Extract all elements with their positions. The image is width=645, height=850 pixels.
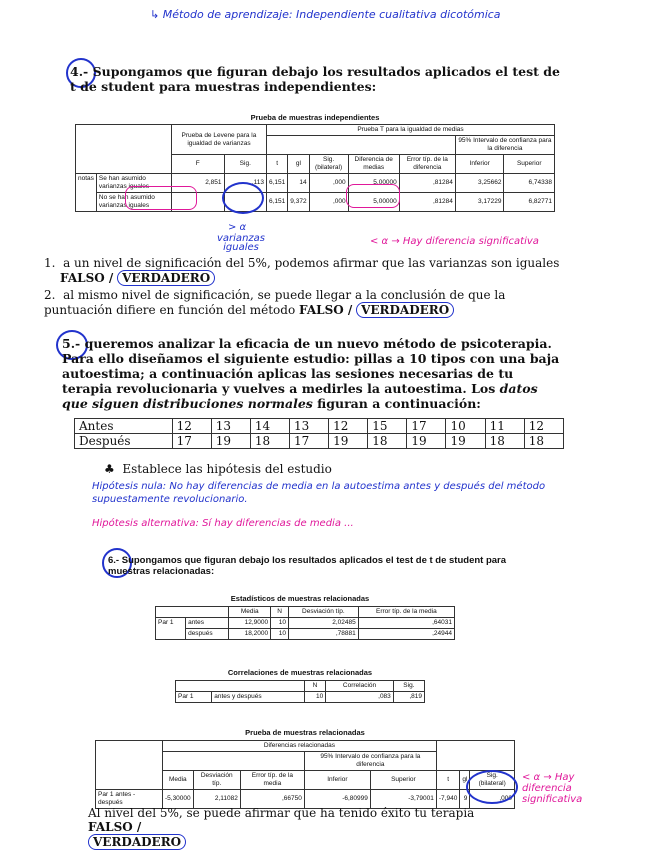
q4-number: 4.- xyxy=(70,64,89,79)
q5-statement xyxy=(62,336,562,411)
cell: 10 xyxy=(304,692,326,703)
q4-table-title: Prueba de muestras independientes xyxy=(250,113,380,122)
cell: -3,79001 xyxy=(370,790,436,809)
cell: 3,17229 xyxy=(455,193,504,212)
cell: 10 xyxy=(271,618,289,629)
q4-item-1: 1. a un nivel de significación del 5%, podemos afirmar que las varianzas son iguales FALSO / VERDADERO xyxy=(44,256,560,285)
q5-number: 5.- xyxy=(62,336,81,351)
col-err: Error típ. de la diferencia xyxy=(399,155,455,174)
cell: Desviación típ. xyxy=(289,607,359,618)
top-note-label: Método de aprendizaje: xyxy=(162,8,293,21)
col-sig: Sig. xyxy=(224,155,266,174)
table-row xyxy=(176,692,425,703)
cell: -5,30000 xyxy=(162,790,193,809)
ttest-header: Prueba T para la igualdad de medias xyxy=(267,125,555,136)
cell: 5,00000 xyxy=(348,193,399,212)
var-label: notas xyxy=(76,174,97,212)
cell: 12,9000 xyxy=(229,618,271,629)
cell: N xyxy=(304,681,326,692)
q6-false: FALSO / xyxy=(88,820,142,834)
item-1-text: a un nivel de significación del 5%, podemos afirmar que las varianzas son iguales xyxy=(63,256,560,270)
q6-sig-circle xyxy=(466,770,518,804)
cell: 17 xyxy=(289,434,328,449)
cell: ,24944 xyxy=(358,629,454,640)
q4-statement xyxy=(70,64,560,94)
q6-number: 6.- xyxy=(108,555,120,566)
cell: Inferior xyxy=(304,771,370,790)
cell: 10 xyxy=(271,629,289,640)
top-note-value: Independiente cualitativa dicotómica xyxy=(296,8,501,21)
item-1-true: VERDADERO xyxy=(117,270,215,286)
h1-text: Sí hay diferencias de media ... xyxy=(202,518,354,529)
cell: 3,25662 xyxy=(455,174,504,193)
note-var: varianzas iguales xyxy=(217,233,265,253)
col-dif: Diferencia de medias xyxy=(348,155,399,174)
q6-text: Supongamos que figuran debajo los resultados aplicados el test de t de student para muestras relacionadas: xyxy=(108,555,507,577)
label-highlight xyxy=(125,186,197,210)
cell: ,083 xyxy=(326,692,394,703)
cell: t xyxy=(436,771,459,790)
cell: -7,940 xyxy=(436,790,459,809)
cell: después xyxy=(186,629,229,640)
cell: Superior xyxy=(370,771,436,790)
q5-text-end: figuran a continuación: xyxy=(317,396,481,411)
col-inf: Inferior xyxy=(455,155,504,174)
cell: Par 1 xyxy=(176,692,212,703)
test-title: Prueba de muestras relacionadas xyxy=(245,728,365,737)
q6-paired-table xyxy=(95,740,515,809)
cell: -6,80999 xyxy=(304,790,370,809)
antes-label: Antes xyxy=(75,419,173,434)
q4-item-2: 2. al mismo nivel de significación, se puede llegar a la conclusión de que la puntuación difiere en función del método FALSO / VERDADERO xyxy=(44,288,506,317)
cell: ,66750 xyxy=(240,790,304,809)
row-label: No se han asumido varianzas iguales xyxy=(96,193,171,212)
item-2-text: al mismo nivel de significación, se puede llegar a la conclusión de que la puntuación difiere en función del método xyxy=(44,288,506,317)
q6-true: VERDADERO xyxy=(88,834,186,850)
h0-label: Hipótesis nula: xyxy=(92,481,167,492)
cell: ,81284 xyxy=(399,193,455,212)
cell: ,819 xyxy=(393,692,424,703)
cell: Diferencias relacionadas xyxy=(162,741,436,752)
q5-data-table xyxy=(74,418,564,449)
cell: 12 xyxy=(524,419,563,434)
cell: 12 xyxy=(329,419,368,434)
table-row xyxy=(75,434,564,449)
cell: 19 xyxy=(329,434,368,449)
corr-title: Correlaciones de muestras relacionadas xyxy=(227,668,373,677)
sig-bilateral-highlight xyxy=(346,184,400,208)
cell: antes y después xyxy=(212,692,304,703)
cell: Sig. (bilateral) xyxy=(470,771,515,790)
cell: ,000 xyxy=(309,174,348,193)
cell: 19 xyxy=(407,434,446,449)
item-2-true: VERDADERO xyxy=(356,302,454,318)
cell: 14 xyxy=(250,419,289,434)
cell: Media xyxy=(229,607,271,618)
cell: Error típ. de la media xyxy=(358,607,454,618)
cell: 17 xyxy=(407,419,446,434)
cell: gl xyxy=(460,771,470,790)
cell: 18 xyxy=(485,434,524,449)
cell: 18 xyxy=(524,434,563,449)
q5-text-italic: datos que siguen distribuciones normales xyxy=(62,381,538,411)
q6-stats-table xyxy=(155,606,455,640)
levene-header: Prueba de Levene para la igualdad de varianzas xyxy=(171,125,266,155)
club-icon: ♣ xyxy=(104,462,123,476)
cell: 10 xyxy=(446,419,485,434)
cell: Correlación xyxy=(326,681,394,692)
cell: 6,151 xyxy=(267,174,288,193)
cell: 6,74338 xyxy=(504,174,555,193)
note-sig: > α xyxy=(228,222,247,233)
cell: 2,11082 xyxy=(193,790,240,809)
cell: 6,151 xyxy=(267,193,288,212)
q6-corr-table xyxy=(175,680,425,703)
sig-circle xyxy=(222,182,264,214)
cell: ,81284 xyxy=(399,174,455,193)
cell: ,78881 xyxy=(289,629,359,640)
cell: 11 xyxy=(485,419,524,434)
cell: 19 xyxy=(211,434,250,449)
q6-note: < α → Hay diferencia significativa xyxy=(522,772,583,805)
row-label: Se han asumido varianzas iguales xyxy=(96,174,171,193)
top-note xyxy=(150,8,501,21)
cell: 12 xyxy=(172,419,211,434)
col-sup: Superior xyxy=(504,155,555,174)
conclusion-text: Al nivel del 5%, se puede afirmar que ha tenido éxito tu terapia xyxy=(88,806,475,820)
stats-title: Estadísticos de muestras relacionadas xyxy=(230,594,370,603)
cell: N xyxy=(271,607,289,618)
cell: ,000 xyxy=(309,193,348,212)
bullet-text: Establece las hipótesis del estudio xyxy=(122,462,332,476)
cell: 13 xyxy=(289,419,328,434)
cell: Media xyxy=(162,771,193,790)
cell: 95% Intervalo de confianza para la diferencia xyxy=(304,752,436,771)
cell: 2,851 xyxy=(171,174,224,193)
q5-bullet xyxy=(104,462,332,476)
table-row xyxy=(75,419,564,434)
q6-statement xyxy=(108,555,508,577)
q4-text: Supongamos que figuran debajo los resultados aplicados el test de t de student para muestras independientes: xyxy=(70,64,560,94)
cell: 18 xyxy=(368,434,407,449)
cell: 2,02485 xyxy=(289,618,359,629)
col-t: t xyxy=(267,155,288,174)
cell: Par 1 antes - después xyxy=(96,790,163,809)
cell: ,000 xyxy=(470,790,515,809)
h1-note xyxy=(92,518,354,529)
cell: antes xyxy=(186,618,229,629)
item-1-false: FALSO / xyxy=(60,271,114,285)
cell: 9 xyxy=(460,790,470,809)
cell: 18,2000 xyxy=(229,629,271,640)
q5-text: queremos analizar la eficacia de un nuevo método de psicoterapia. Para ello diseñamos el siguiente estudio: pillas a 10 tipos con una baja autoestima; a continuación aplicas las sesiones necesarias de tu terapia revolucionaria y vuelves a medirles la autoestima. Los xyxy=(62,336,560,396)
cell: 5,00000 xyxy=(348,174,399,193)
q6-conclusion xyxy=(88,806,508,850)
cell: 14 xyxy=(288,174,309,193)
top-note-arrow: ↳ xyxy=(150,8,163,21)
cell: 19 xyxy=(446,434,485,449)
cell: 6,82771 xyxy=(504,193,555,212)
cell: 17 xyxy=(172,434,211,449)
item-2-false: FALSO / xyxy=(299,303,353,317)
ci-header: 95% Intervalo de confianza para la diferencia xyxy=(455,136,554,155)
h0-text: No hay diferencias de media en la autoestima antes y después del método supuestamente revolucionario. xyxy=(92,481,546,505)
cell: 9,372 xyxy=(288,193,309,212)
despues-label: Después xyxy=(75,434,173,449)
col-gl: gl xyxy=(288,155,309,174)
cell: Desviación típ. xyxy=(193,771,240,790)
table-row xyxy=(156,629,455,640)
col-sig-bilateral: Sig. (bilateral) xyxy=(309,155,348,174)
cell: 13 xyxy=(211,419,250,434)
cell: Sig. xyxy=(393,681,424,692)
cell: 15 xyxy=(368,419,407,434)
h1-label: Hipótesis alternativa: xyxy=(92,518,199,529)
h0-note xyxy=(92,480,572,506)
note-bilateral: < α → Hay diferencia significativa xyxy=(370,236,539,247)
col-f: F xyxy=(171,155,224,174)
cell: 18 xyxy=(250,434,289,449)
cell: Error típ. de la media xyxy=(240,771,304,790)
table-row xyxy=(156,618,455,629)
cell: ,113 xyxy=(224,174,266,193)
cell: ,64031 xyxy=(358,618,454,629)
cell: Par 1 xyxy=(156,618,186,640)
